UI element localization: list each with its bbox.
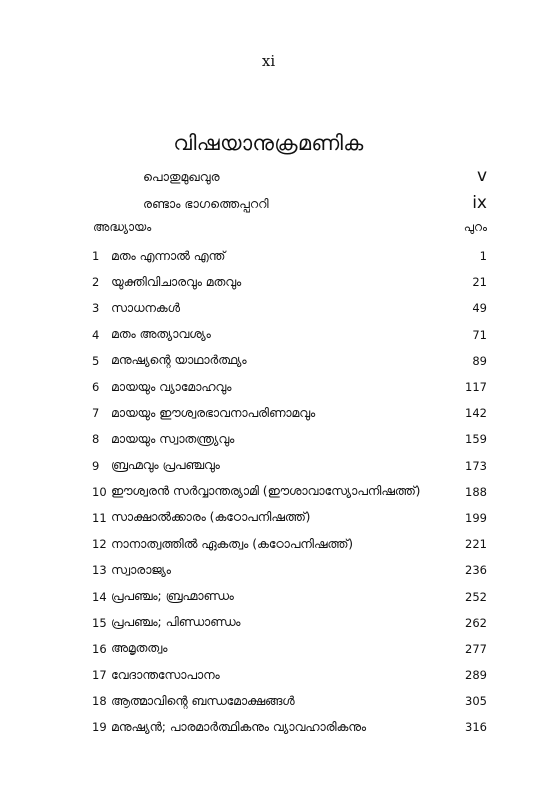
chapter-row: [92, 453, 487, 479]
chapter-title: മതം എന്നാൽ എന്ത്: [111, 248, 226, 263]
chapter-number: 19: [92, 720, 107, 735]
toc-title: വിഷയാനുക്രമണിക: [173, 131, 364, 155]
chapter-row: [92, 531, 487, 557]
chapter-number: 18: [92, 694, 107, 709]
chapter-page: 71: [472, 327, 487, 342]
chapter-row: [92, 243, 487, 269]
chapter-title: പ്രപഞ്ചം; പിണ്ഡാണ്ഡം: [111, 615, 241, 630]
chapter-number: 14: [92, 589, 107, 604]
chapter-title: മായയും ഈശ്വരഭാവനാപരിണാമവും: [111, 405, 316, 420]
chapter-page: 305: [465, 694, 487, 709]
chapter-page: 277: [465, 641, 487, 656]
chapter-row: [92, 400, 487, 426]
chapter-row: [92, 374, 487, 400]
chapter-title: സാക്ഷാൽക്കാരം (കഠോപനിഷത്ത്): [111, 510, 311, 525]
chapter-page: 199: [465, 510, 487, 525]
chapter-row: [92, 714, 487, 740]
chapter-title: മനുഷ്യൻ; പാരമാർത്ഥികനും വ്യാവഹാരികനും: [111, 719, 367, 734]
chapter-number: 1: [92, 249, 100, 264]
chapter-number: 5: [92, 353, 100, 368]
chapter-page: 159: [465, 432, 487, 447]
chapter-page: 252: [465, 589, 487, 604]
chapter-row: [92, 688, 487, 714]
chapter-title: മായയും സ്വാതന്ത്ര്യവും: [111, 431, 235, 446]
chapter-column-header: അദ്ധ്യായം: [93, 220, 152, 234]
chapter-row: [92, 269, 487, 295]
chapter-number: 9: [92, 458, 100, 473]
chapter-number: 10: [92, 484, 107, 499]
chapter-page: 262: [465, 615, 487, 630]
front-matter-title: പൊതുമുഖവുര: [143, 169, 220, 184]
front-matter-page: v: [476, 166, 487, 186]
chapter-title: ഈശ്വരൻ സർവ്വാന്തര്യാമി (ഈശാവാസ്യോപനിഷത്ത്): [111, 484, 421, 499]
front-matter-page: ix: [472, 193, 487, 213]
chapter-number: 6: [92, 380, 100, 395]
chapter-list: [92, 243, 487, 741]
chapter-number: 17: [92, 668, 107, 683]
chapter-row: [92, 636, 487, 662]
chapter-row: [92, 479, 487, 505]
chapter-title: മനുഷ്യന്റെ യാഥാർത്ഥ്യം: [111, 353, 247, 368]
chapter-row: [92, 583, 487, 609]
chapter-row: [92, 322, 487, 348]
chapter-page: 173: [465, 458, 487, 473]
chapter-number: 11: [92, 510, 107, 525]
chapter-page: 316: [465, 720, 487, 735]
column-headers: [93, 220, 487, 235]
page-number: xi: [261, 52, 276, 70]
chapter-page: 21: [472, 275, 487, 290]
chapter-title: സാധനകൾ: [111, 300, 180, 315]
chapter-page: 188: [465, 484, 487, 499]
chapter-row: [92, 295, 487, 321]
front-matter-item: [143, 166, 487, 190]
chapter-page: 221: [465, 537, 487, 552]
chapter-page: 142: [465, 406, 487, 421]
chapter-row: [92, 557, 487, 583]
chapter-title: സ്വാരാജ്യം: [111, 562, 171, 577]
chapter-title: വേദാന്തസോപാനം: [111, 667, 220, 682]
chapter-page: 1: [479, 249, 487, 264]
chapter-row: [92, 348, 487, 374]
chapter-title: ബ്രഹ്മവും പ്രപഞ്ചവും: [111, 458, 220, 473]
chapter-row: [92, 426, 487, 452]
chapter-title: ആത്മാവിന്റെ ബന്ധമോക്ഷങ്ങൾ: [111, 693, 295, 708]
chapter-row: [92, 505, 487, 531]
chapter-page: 289: [465, 668, 487, 683]
chapter-number: 15: [92, 615, 107, 630]
page-column-header: പുറം: [463, 220, 487, 234]
chapter-number: 2: [92, 275, 100, 290]
chapter-title: യുക്തിവിചാരവും മതവും: [111, 274, 242, 289]
chapter-page: 89: [472, 353, 487, 368]
chapter-number: 13: [92, 563, 107, 578]
chapter-row: [92, 610, 487, 636]
chapter-number: 3: [92, 301, 100, 316]
front-matter-item: [143, 193, 487, 217]
chapter-row: [92, 662, 487, 688]
chapter-number: 8: [92, 432, 100, 447]
chapter-number: 16: [92, 641, 107, 656]
chapter-title: മതം അത്യാവശ്യം: [111, 327, 211, 342]
chapter-title: അമൃതത്വം: [111, 641, 168, 656]
chapter-number: 12: [92, 537, 107, 552]
chapter-title: മായയും വ്യാമോഹവും: [111, 379, 232, 394]
front-matter-title: രണ്ടാം ഭാഗത്തെപ്പററി: [143, 196, 269, 211]
chapter-title: പ്രപഞ്ചം; ബ്രഹ്മാണ്ഡം: [111, 589, 234, 604]
chapter-number: 4: [92, 327, 100, 342]
chapter-page: 117: [465, 380, 487, 395]
chapter-page: 49: [472, 301, 487, 316]
chapter-page: 236: [465, 563, 487, 578]
chapter-number: 7: [92, 406, 100, 421]
chapter-title: നാനാത്വത്തിൽ ഏകത്വം (കഠോപനിഷത്ത്): [111, 536, 354, 551]
